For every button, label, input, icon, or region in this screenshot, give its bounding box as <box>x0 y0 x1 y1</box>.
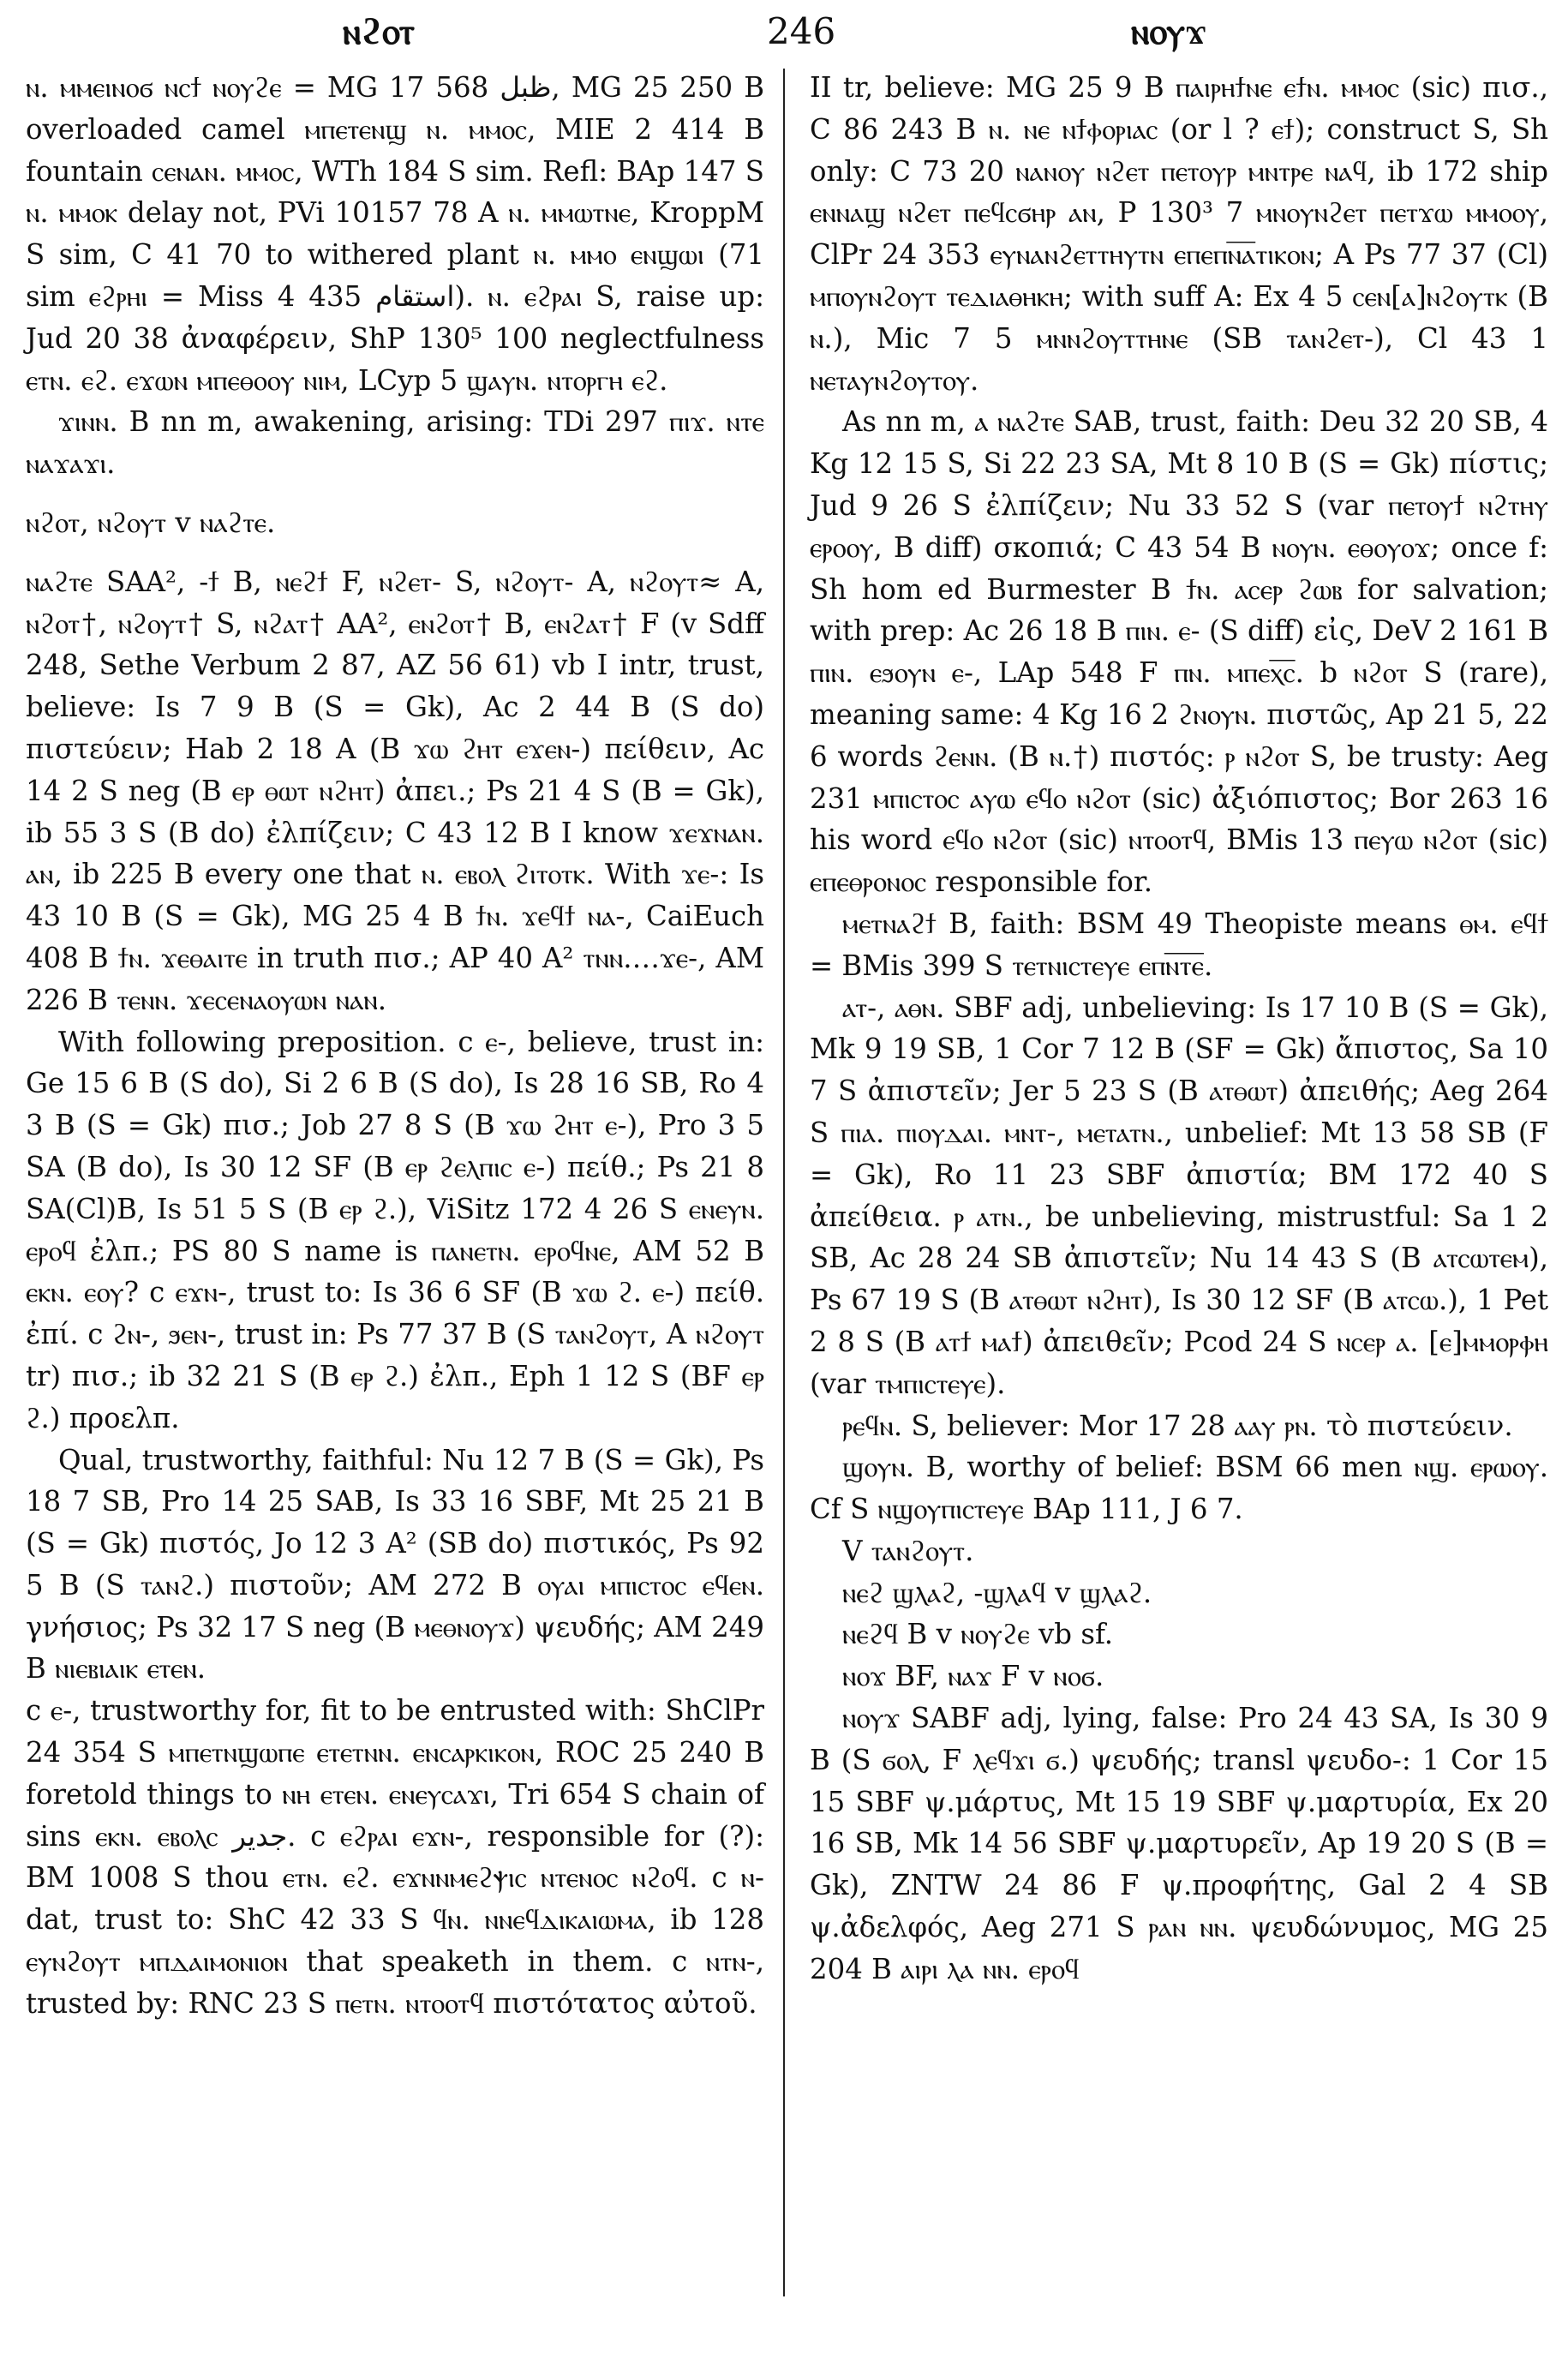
right-column <box>810 67 1548 1991</box>
column-divider <box>783 69 785 2296</box>
entry-paragraph: ⲛⲉϩ ϣⲗⲁϩ, -ϣⲗⲁϥ v ϣⲗⲁϩ. <box>842 1576 1152 1609</box>
page-number: 246 <box>767 10 836 52</box>
header-right-word: ⲛⲟⲩϫ <box>1131 10 1207 52</box>
entry-paragraph: Qual, trustworthy, faithful: Nu 12 7 B (S = Gk), Ps 18 7 SB, Pro 14 25 SAB, Is 33 16 SBF, Mt 25 21 B (S = Gk) πιστός, Jo 12 3 A² (SB do) πιστικός, Ps 92 5 B (S ⲧⲁⲛϩ.) πιστοῦν; AM 272 B ⲟⲩⲁⲓ ⲙⲡⲓⲥⲧⲟⲥ ⲉϥⲉⲛ. γνήσιος; Ps 32 17 S neg (B ⲙⲉⲑⲛⲟⲩϫ) ψευδής; AM 249 B ⲛⲓⲉⲃⲓⲁⲓⲕ ⲉⲧⲉⲛ. <box>26 1443 764 1685</box>
entry-paragraph: V ⲧⲁⲛϩⲟⲩⲧ. <box>842 1534 974 1567</box>
entry-paragraph: With following preposition. c ⲉ-, believe, trust in: Ge 15 6 B (S do), Si 2 6 B (S do), Is 28 16 SB, Ro 4 3 B (S = Gk) πισ.; Job 27 8 S (B ϫⲱ ϩⲏⲧ ⲉ-), Pro 3 5 SA (B do), Is 30 12 SF (B ⲉⲣ ϩⲉⲗⲡⲓⲥ ⲉ-) πείθ.; Ps 21 8 SA(Cl)B, Is 51 5 S (B ⲉⲣ ϩ.), ViSitz 172 4 26 S ⲉⲛⲉⲩⲛ. ⲉⲣⲟϥ ἐλπ.; PS 80 S name is ⲡⲁⲛⲉⲧⲛ. ⲉⲣⲟϥⲛⲉ, AM 52 B ⲉⲕⲛ. ⲉⲟⲩ? c ⲉϫⲛ-, trust to: Is 36 6 SF (B ϫⲱ ϩ. ⲉ-) πείθ. ἐπί. c ϩⲛ-, ϧⲉⲛ-, trust in: Ps 77 37 B (S ⲧⲁⲛϩⲟⲩⲧ, A ⲛϩⲟⲩⲧ tr) πισ.; ib 32 21 S (B ⲉⲣ ϩ.) ἐλπ., Eph 1 12 S (BF ⲉⲣ ϩ.) προελπ. <box>26 1025 764 1434</box>
header-left-word: ⲛϩⲟⲧ <box>343 10 415 52</box>
entry-paragraph: ⲣⲉϥⲛ. S, believer: Mor 17 28 ⲁⲁⲩ ⲣⲛ. τὸ πιστεύειν. <box>842 1409 1513 1442</box>
entry-paragraph: c ⲉ-, trustworthy for, fit to be entrusted with: ShClPr 24 354 S ⲙⲡⲉⲧⲛϣⲱⲡⲉ ⲉⲧⲉⲧⲛⲛ. ⲉⲛⲥⲁⲣⲕⲓⲕⲟⲛ, ROC 25 240 B foretold things to ⲛⲏ ⲉⲧⲉⲛ. ⲉⲛⲉⲩⲥⲁϫⲓ, Tri 654 S chain of sins ⲉⲕⲛ. ⲉⲃⲟⲗⲥ ﺟﺪﻳﺮ. c ⲉϩⲣⲁⲓ ⲉϫⲛ-, responsible for (?): BM 1008 S thou ⲉⲧⲛ. ⲉϩ. ⲉϫⲛⲛⲙⲉϩⲯⲓⲥ ⲛⲧⲉⲛⲟⲥ ⲛϩⲟϥ. c ⲛ- dat, trust to: ShC 42 33 S ϥⲛ. ⲛⲛⲉϥⲇⲓⲕⲁⲓⲱⲙⲁ, ib 128 ⲉⲩⲛϩⲟⲩⲧ ⲙⲡⲇⲁⲓⲙⲟⲛⲓⲟⲛ that speaketh in them. c ⲛⲧⲛ-, trusted by: RNC 23 S ⲡⲉⲧⲛ. ⲛⲧⲟⲟⲧϥ πιστότατος αὐτοῦ. <box>26 1694 764 2020</box>
entry-paragraph: II tr, believe: MG 25 9 B ⲡⲁⲓⲣⲏϯⲛⲉ ⲉϯⲛ. ⲙⲙⲟⲥ (sic) πισ., C 86 243 B ⲛ. ⲛⲉ ⲛϯⲫⲟⲣⲓⲁⲥ (or l ? ⲉϯ); construct S, Sh only: C 73 20 ⲛⲁⲛⲟⲩ ⲛϩⲉⲧ ⲡⲉⲧⲟⲩⲣ ⲙⲛⲧⲣⲉ ⲛⲁϥ, ib 172 ship ⲉⲛⲛⲁϣ ⲛϩⲉⲧ ⲡⲉϥⲥϭⲏⲣ ⲁⲛ, P 130³ 7 ⲙⲛⲟⲩⲛϩⲉⲧ ⲡⲉⲧϫⲱ ⲙⲙⲟⲟⲩ, ClPr 24 353 ⲉⲩⲛⲁⲛϩⲉⲧⲧⲏⲩⲧⲛ ⲉⲡⲉⲡⲛ̅ⲁ̅ⲧⲓⲕⲟⲛ; A Ps 77 37 (Cl) ⲙⲡⲟⲩⲛϩⲟⲩⲧ ⲧⲉⲇⲓⲁⲑⲏⲕⲏ; with suff A: Ex 4 5 ⲥⲉⲛ[ⲁ]ⲛϩⲟⲩⲧⲕ (B ⲛ.), Mic 7 5 ⲙⲛⲛϩⲟⲩⲧⲧⲏⲛⲉ (SB ⲧⲁⲛϩⲉⲧ-), Cl 43 1 ⲛⲉⲧⲁⲩⲛϩⲟⲩⲧⲟⲩ. <box>810 71 1548 397</box>
entry-paragraph: ⲁⲧ-, ⲁⲑⲛ. SBF adj, unbelieving: Is 17 10 B (S = Gk), Mk 9 19 SB, 1 Cor 7 12 B (SF = Gk) ἄπιστος, Sa 10 7 S ἀπιστεῖν; Jer 5 23 S (B ⲁⲧⲑⲱⲧ) ἀπειθής; Aeg 264 S ⲡⲓⲁ. ⲡⲓⲟⲩⲇⲁⲓ. ⲙⲛⲧ-, ⲙⲉⲧⲁⲧⲛ., unbelief: Mt 13 58 SB (F = Gk), Ro 11 23 SBF ἀπιστία; BM 172 40 S ἀπείθεια. ⲣ ⲁⲧⲛ., be unbelieving, mistrustful: Sa 1 2 SB, Ac 28 24 SB ἀπιστεῖν; Nu 14 43 S (B ⲁⲧⲥⲱⲧⲉⲙ), Ps 67 19 S (B ⲁⲧⲑⲱⲧ ⲛϩⲏⲧ), Is 30 12 SF (B ⲁⲧⲥⲱ.), 1 Pet 2 8 S (B ⲁⲧϯ ⲙⲁϯ) ἀπειθεῖν; Pcod 24 S ⲛⲥⲉⲣ ⲁ. [ⲉ]ⲙⲙⲟⲣⲫⲏ (var ⲧⲙⲡⲓⲥⲧⲉⲩⲉ). <box>810 991 1548 1400</box>
entry-paragraph: ⲛϩⲟⲧ, ⲛϩⲟⲩⲧ v ⲛⲁϩⲧⲉ. <box>26 506 276 539</box>
entry-paragraph: ϣⲟⲩⲛ. B, worthy of belief: BSM 66 men ⲛϣ. ⲉⲣⲱⲟⲩ. Cf S ⲛϣⲟⲩⲡⲓⲥⲧⲉⲩⲉ BAp 111, J 6 7. <box>810 1451 1548 1526</box>
left-column <box>26 67 764 2025</box>
entry-paragraph: ⲛⲉϩϥ B v ⲛⲟⲩϩⲉ vb sf. <box>842 1618 1114 1651</box>
entry-paragraph: ⲙⲉⲧⲛⲁϩϯ B, faith: BSM 49 Theopiste means ⲑⲙ. ⲉϥϯ = BMis 399 S ⲧⲉⲧⲛⲓⲥⲧⲉⲩⲉ ⲉⲡⲛ̅ⲧ̅ⲉ̅. <box>810 907 1548 982</box>
entry-paragraph: ⲛⲁϩⲧⲉ SAA², -ϯ B, ⲛⲉϩϯ F, ⲛϩⲉⲧ- S, ⲛϩⲟⲩⲧ- A, ⲛϩⲟⲩⲧ≈ A, ⲛϩⲟⲧ†, ⲛϩⲟⲩⲧ† S, ⲛϩⲁⲧ† AA², ⲉⲛϩⲟⲧ† B, ⲉⲛϩⲁⲧ† F (v Sdff 248, Sethe Verbum 2 87, AZ 56 61) vb I intr, trust, believe: Is 7 9 B (S = Gk), Ac 2 44 B (S do) πιστεύειν; Hab 2 18 A (B ϫⲱ ϩⲏⲧ ⲉϫⲉⲛ-) πείθειν, Ac 14 2 S neg (B ⲉⲣ ⲑⲱⲧ ⲛϩⲏⲧ) ἀπει.; Ps 21 4 S (B = Gk), ib 55 3 S (B do) ἐλπίζειν; C 43 12 B I know ϫⲉϫⲛⲁⲛ. ⲁⲛ, ib 225 B every one that ⲛ. ⲉⲃⲟⲗ ϩⲓⲧⲟⲧⲕ. With ϫⲉ-: Is 43 10 B (S = Gk), MG 25 4 B ϯⲛ. ϫⲉϥϯ ⲛⲁ-, CaiEuch 408 B ϯⲛ. ϫⲉⲑⲁⲓⲧⲉ in truth πισ.; AP 40 A² ⲧⲛⲛ.…ϫⲉ-, AM 226 B ⲧⲉⲛⲛ. ϫⲉⲥⲉⲛⲁⲟⲩⲱⲛ ⲛⲁⲛ. <box>26 565 764 1016</box>
entry-paragraph: ⲛⲟϫ BF, ⲛⲁϫ F v ⲛⲟϭ. <box>842 1660 1104 1693</box>
entry-paragraph: As nn m, ⲁ ⲛⲁϩⲧⲉ SAB, trust, faith: Deu 32 20 SB, 4 Kg 12 15 S, Si 22 23 SA, Mt 8 10 B (S = Gk) πίστις; Jud 9 26 S ἐλπίζειν; Nu 33 52 S (var ⲡⲉⲧⲟⲩϯ ⲛϩⲧⲏⲩ ⲉⲣⲟⲟⲩ, B diff) σκοπιά; C 43 54 B ⲛⲟⲩⲛ. ⲉⲑⲟⲩⲟϫ; once f: Sh hom ed Burmester B ϯⲛ. ⲁⲥⲉⲣ ϩⲱⲃ for salvation; with prep: Ac 26 18 B ⲡⲓⲛ. ⲉ- (S diff) εἰς, DeV 2 161 B ⲡⲓⲛ. ⲉϧⲟⲩⲛ ⲉ-, LAp 548 F ⲡⲛ. ⲙⲡⲉⲭ̅ⲥ̅. b ⲛϩⲟⲧ S (rare), meaning same: 4 Kg 16 2 ϩⲛⲟⲩⲛ. πιστῶς, Ap 21 5, 22 6 words ϩⲉⲛⲛ. (B ⲛ.†) πιστός: ⲣ ⲛϩⲟⲧ S, be trusty: Aeg 231 ⲙⲡⲓⲥⲧⲟⲥ ⲁⲩⲱ ⲉϥⲟ ⲛϩⲟⲧ (sic) ἀξιόπιστος; Bor 263 16 his word ⲉϥⲟ ⲛϩⲟⲧ (sic) ⲛⲧⲟⲟⲧϥ, BMis 13 ⲡⲉⲩⲱ ⲛϩⲟⲧ (sic) ⲉⲡⲉⲑⲣⲟⲛⲟⲥ responsible for. <box>810 405 1548 899</box>
running-header <box>26 10 1542 62</box>
entry-paragraph: ⲛⲟⲩϫ SABF adj, lying, false: Pro 24 43 SA, Is 30 9 B (S ϭⲟⲗ, F ⲗⲉϥϫⲓ ϭ.) ψευδής; transl ψευδο-: 1 Cor 15 15 SBF ψ.μάρτυς, Mt 15 19 SBF ψ.μαρτυρία, Ex 20 16 SB, Mk 14 56 SBF ψ.μαρτυρεῖν, Ap 19 20 S (B = Gk), ZNTW 24 86 F ψ.προφήτης, Gal 2 4 SB ψ.ἀδελφός, Aeg 271 S ⲣⲁⲛ ⲛⲛ. ψευδώνυμος, MG 25 204 B ⲁⲓⲣⲓ ⲗⲁ ⲛⲛ. ⲉⲣⲟϥ <box>810 1702 1548 1985</box>
entry-paragraph: ⲛ. ⲙⲙⲉⲓⲛⲟϭ ⲛⲥϯ ⲛⲟⲩϩⲉ = MG 17 568 ﻇﺒﻞ, MG 25 250 B overloaded camel ⲙⲡⲉⲧⲉⲛϣ ⲛ. ⲙⲙⲟⲥ, MIE 2 414 B fountain ⲥⲉⲛⲁⲛ. ⲙⲙⲟⲥ, WTh 184 S sim. Refl: BAp 147 S ⲛ. ⲙⲙⲟⲕ delay not, PVi 10157 78 A ⲛ. ⲙⲙⲱⲧⲛⲉ, KroppM S sim, C 41 70 to withered plant ⲛ. ⲙⲙⲟ ⲉⲛϣⲱⲓ (71 sim ⲉϩⲣⲏⲓ = Miss 4 435 ﺍﺳﺘﻘﺎﻡ). ⲛ. ⲉϩⲣⲁⲓ S, raise up: Jud 20 38 ἀναφέρειν, ShP 130⁵ 100 neglectfulness ⲉⲧⲛ. ⲉϩ. ⲉϫⲱⲛ ⲙⲡⲉⲑⲟⲟⲩ ⲛⲓⲙ, LCyp 5 ϣⲁⲩⲛ. ⲛⲧⲟⲣⲅⲏ ⲉϩ. <box>26 71 765 397</box>
entry-paragraph: ϫⲓⲛⲛ. B nn m, awakening, arising: TDi 297 ⲡⲓϫ. ⲛⲧⲉ ⲛⲁϫⲁϫⲓ. <box>26 405 764 481</box>
